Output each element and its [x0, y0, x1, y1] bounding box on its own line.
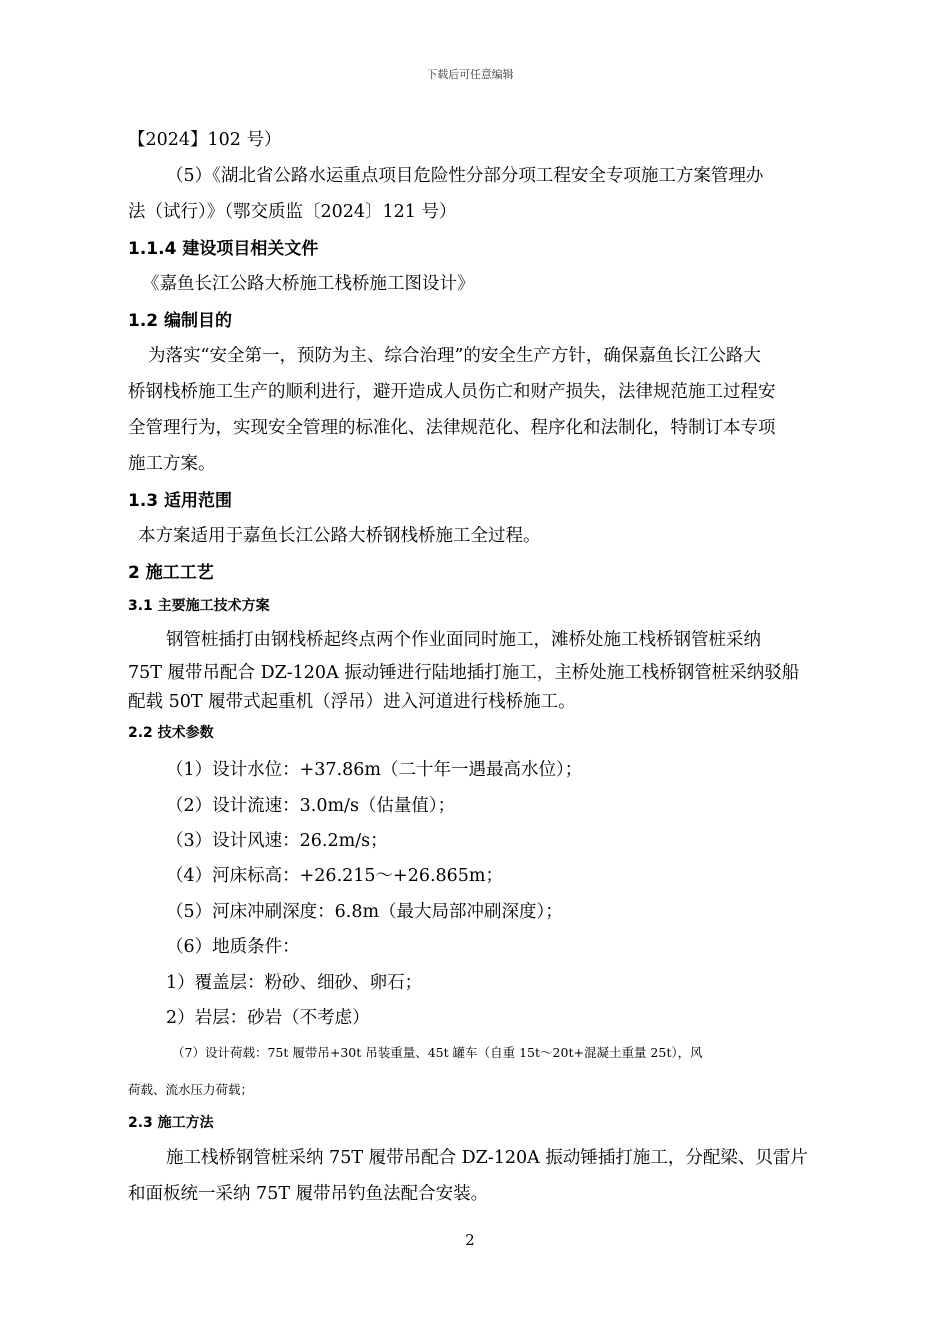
parameter-item: （7）设计荷载：75t 履带吊+30t 吊装重量、45t 罐车（自重 15t～20t+混凝土重量 25t），风 — [172, 1045, 703, 1060]
text-line: 《嘉鱼长江公路大桥施工栈桥施工图设计》 — [142, 274, 475, 294]
parameter-item: 荷载、流水压力荷载； — [128, 1082, 254, 1097]
section-heading-1-3: 1.3 适用范围 — [128, 491, 233, 511]
parameter-item: （3）设计风速：26.2m/s； — [166, 831, 388, 851]
paragraph-line: 钢管桩插打由钢栈桥起终点两个作业面同时施工，滩桥处施工栈桥钢管桩采纳 — [166, 630, 761, 650]
text-line: 【2024】102 号） — [128, 130, 282, 150]
paragraph-line: 桥钢栈桥施工生产的顺利进行，避开造成人员伤亡和财产损失，法律规范施工过程安 — [128, 382, 776, 402]
paragraph-line: 和面板统一采纳 75T 履带吊钓鱼法配合安装。 — [128, 1184, 489, 1204]
parameter-item: （2）设计流速：3.0m/s（估量值）； — [166, 796, 456, 816]
paragraph-line: 施工栈桥钢管桩采纳 75T 履带吊配合 DZ-120A 振动锤插打施工，分配梁、贝雷片 — [166, 1148, 808, 1168]
paragraph-line: 配载 50T 履带式起重机（浮吊）进入河道进行栈桥施工。 — [128, 692, 576, 712]
parameter-item: （6）地质条件： — [166, 937, 300, 957]
parameter-item: （4）河床标高：+26.215～+26.865m； — [166, 866, 504, 886]
section-heading-3-1: 3.1 主要施工技术方案 — [128, 598, 270, 614]
paragraph-line: 为落实“安全第一，预防为主、综合治理”的安全生产方针，确保嘉鱼长江公路大 — [148, 346, 761, 366]
section-heading-2-2: 2.2 技术参数 — [128, 725, 214, 741]
parameter-item: （1）设计水位：+37.86m（二十年一遇最高水位）； — [166, 760, 583, 780]
page-header-note: 下载后可任意编辑 — [426, 68, 514, 81]
section-heading-2: 2 施工工艺 — [128, 563, 214, 583]
paragraph-line: 施工方案。 — [128, 454, 216, 474]
parameter-item: （5）河床冲刷深度：6.8m（最大局部冲刷深度）； — [166, 902, 563, 922]
section-heading-1-2: 1.2 编制目的 — [128, 311, 233, 331]
paragraph-line: 全管理行为，实现安全管理的标准化、法律规范化、程序化和法制化，特制订本专项 — [128, 418, 776, 438]
page-number: 2 — [465, 1231, 475, 1249]
paragraph-line: 75T 履带吊配合 DZ-120A 振动锤进行陆地插打施工，主桥处施工栈桥钢管桩采纳驳船 — [128, 663, 800, 683]
text-line: 法（试行）》（鄂交质监〔2024〕121 号） — [128, 202, 457, 222]
parameter-subitem: 1）覆盖层：粉砂、细砂、卵石； — [166, 973, 423, 993]
text-line: （5）《湖北省公路水运重点项目危险性分部分项工程安全专项施工方案管理办 — [166, 166, 764, 186]
text-line: 本方案适用于嘉鱼长江公路大桥钢栈桥施工全过程。 — [138, 526, 541, 546]
parameter-subitem: 2）岩层：砂岩（不考虑） — [166, 1008, 370, 1028]
section-heading-2-3: 2.3 施工方法 — [128, 1115, 214, 1131]
section-heading-1-1-4: 1.1.4 建设项目相关文件 — [128, 239, 319, 259]
